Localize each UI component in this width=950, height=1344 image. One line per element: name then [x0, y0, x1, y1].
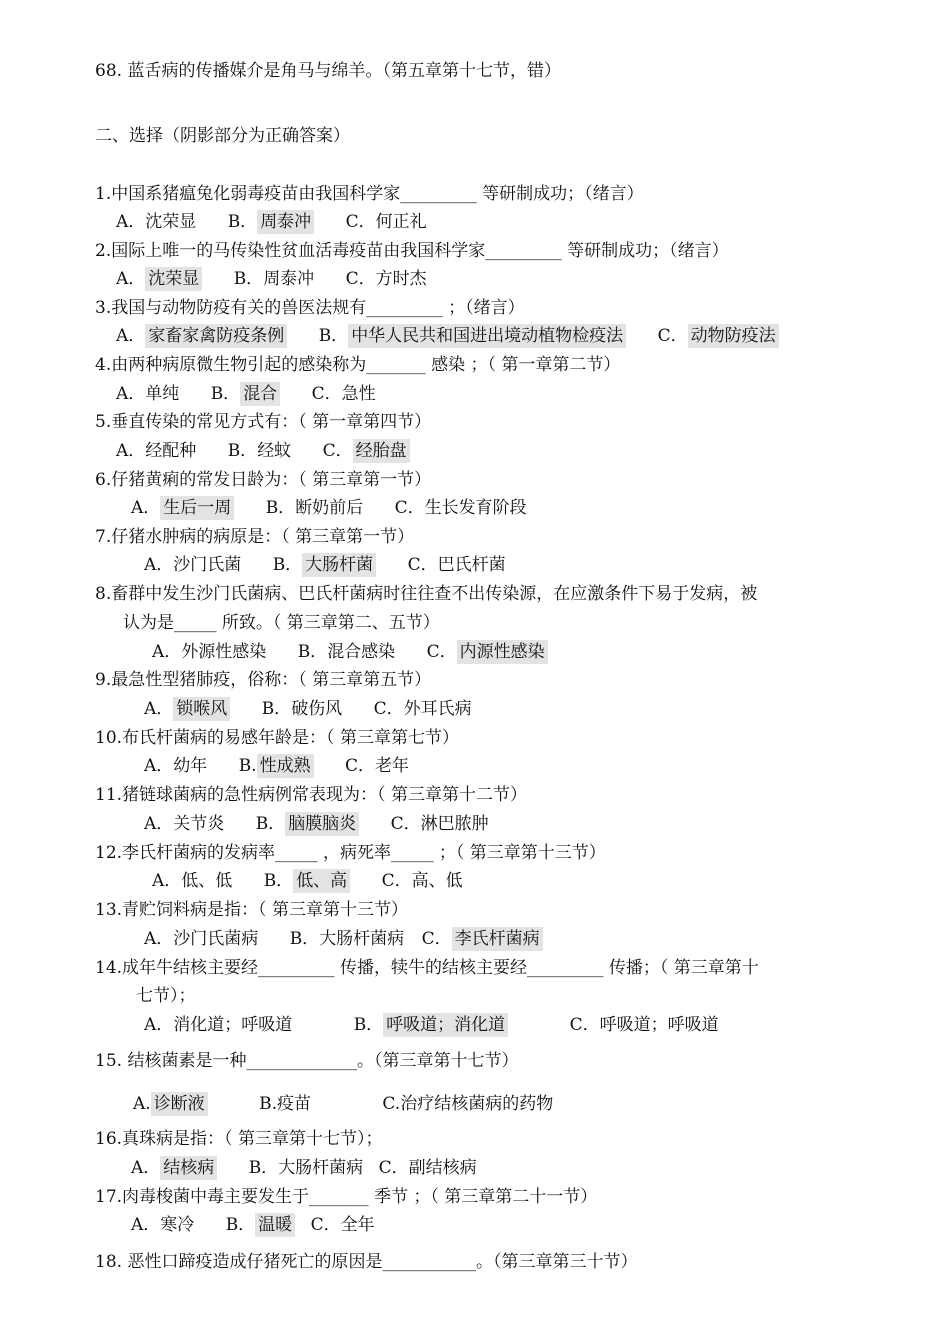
option-text: A．: [131, 1158, 161, 1178]
option-text: C．: [407, 555, 438, 575]
question-7: 7.仔猪水肿病的病原是：（ 第三章第一节）: [95, 527, 415, 547]
option-12c: [382, 871, 463, 891]
option-6c: [395, 498, 527, 518]
option-text: C．: [322, 441, 353, 461]
option-text: B．: [255, 814, 286, 834]
option-5a: [116, 443, 196, 460]
option-6a: [131, 500, 234, 517]
question-12: 12.李氏杆菌病的发病率_____ ，病死率_____ ；（ 第三章第十三节）: [95, 843, 606, 863]
option-13a: [144, 931, 258, 948]
option-7b: [273, 557, 377, 574]
option-5c: [323, 439, 410, 463]
option-1a: [116, 214, 196, 231]
option-10b: [239, 758, 314, 775]
options-10: [144, 758, 409, 775]
option-17c: [311, 1215, 375, 1235]
option-text: 断奶前后: [295, 498, 364, 518]
answer-highlight: 结核病: [160, 1156, 217, 1180]
option-text: 巴氏杆菌: [437, 555, 506, 575]
option-11b: [256, 816, 360, 833]
answer-highlight: 混合: [240, 382, 280, 406]
option-text: B.: [238, 756, 257, 776]
option-2a: [116, 271, 202, 288]
answer-highlight: 李氏杆菌病: [452, 927, 543, 951]
question-14-cont: 七节）；: [136, 986, 196, 1006]
options-6: [131, 500, 527, 517]
option-text: A．: [116, 384, 146, 404]
option-text: B．: [289, 929, 320, 949]
answer-highlight: 锁喉风: [173, 697, 230, 721]
option-text: C．: [345, 756, 376, 776]
option-9b: [262, 701, 343, 718]
option-text: 外源性感染: [181, 642, 267, 662]
option-text: B.: [259, 1094, 277, 1114]
options-8: [152, 644, 548, 661]
option-8c: [427, 640, 548, 664]
options-14: [144, 1017, 719, 1034]
question-3: 3.我国与动物防疫有关的兽医法规有_________ ；（绪言）: [95, 298, 525, 318]
option-text: 呼吸道；呼吸道: [599, 1015, 719, 1035]
answer-highlight: 家畜家禽防疫条例: [145, 324, 287, 348]
question-9: 9.最急性型猪肺疫，俗称：（ 第三章第五节）: [95, 670, 432, 690]
option-text: 沈荣显: [145, 212, 197, 232]
options-2: [116, 271, 427, 288]
option-6b: [266, 500, 364, 517]
option-text: B．: [261, 699, 292, 719]
options-3: [116, 328, 779, 345]
question-18: 18. 恶性口蹄疫造成仔猪死亡的原因是___________。（第三章第三十节）: [95, 1252, 638, 1272]
question-10: 10.布氏杆菌病的易感年龄是：（ 第三章第七节）: [95, 728, 459, 748]
options-7: [144, 557, 506, 574]
option-14c: [570, 1015, 719, 1035]
option-7a: [144, 557, 241, 574]
option-text: B．: [353, 1015, 384, 1035]
option-11a: [144, 816, 224, 833]
options-15: [133, 1096, 553, 1113]
option-5b: [228, 443, 292, 460]
question-11: 11.猪链球菌病的急性病例常表现为：（ 第三章第十二节）: [95, 785, 527, 805]
option-text: C．: [378, 1158, 409, 1178]
option-text: B．: [263, 871, 294, 891]
option-text: 老年: [375, 756, 410, 776]
option-text: 寒冷: [160, 1215, 195, 1235]
option-text: A．: [116, 212, 146, 232]
option-text: 沙门氏菌病: [173, 929, 259, 949]
option-text: 外耳氏病: [403, 699, 472, 719]
option-17b: [226, 1217, 296, 1234]
option-text: B．: [265, 498, 296, 518]
option-text: C．: [373, 699, 404, 719]
option-text: C．: [311, 384, 342, 404]
option-text: A．: [144, 929, 174, 949]
answer-highlight: 周泰冲: [257, 210, 314, 234]
option-text: 何正礼: [375, 212, 427, 232]
option-9c: [374, 699, 472, 719]
option-4a: [116, 386, 179, 403]
question-5: 5.垂直传染的常见方式有：（ 第一章第四节）: [95, 412, 432, 432]
option-text: A.: [133, 1094, 151, 1114]
answer-highlight: 性成熟: [257, 754, 314, 778]
option-text: 幼年: [173, 756, 208, 776]
option-13c: [422, 927, 543, 951]
option-text: B．: [227, 441, 258, 461]
option-text: 副结核病: [408, 1158, 477, 1178]
question-6: 6.仔猪黄痢的常发日龄为：（ 第三章第一节）: [95, 470, 432, 490]
option-7c: [408, 555, 506, 575]
option-3b: [319, 328, 627, 345]
answer-highlight: 沈荣显: [145, 267, 202, 291]
option-text: C．: [390, 814, 421, 834]
option-text: 方时杰: [375, 269, 427, 289]
option-3c: [658, 324, 779, 348]
option-text: 消化道；呼吸道: [173, 1015, 293, 1035]
question-4: 4.由两种病原微生物引起的感染称为_______ 感染 ；（ 第一章第二节）: [95, 355, 621, 375]
options-5: [116, 443, 410, 460]
option-12b: [264, 873, 351, 890]
option-16a: [131, 1160, 217, 1177]
option-2b: [234, 271, 315, 288]
option-text: C．: [310, 1215, 341, 1235]
option-12a: [152, 873, 232, 890]
option-14a: [144, 1017, 292, 1034]
option-text: A．: [152, 871, 182, 891]
question-13: 13.青贮饲料病是指：（ 第三章第十三节）: [95, 900, 408, 920]
option-text: A．: [144, 814, 174, 834]
option-text: 淋巴脓肿: [420, 814, 489, 834]
option-8b: [298, 644, 396, 661]
question-2: 2.国际上唯一的马传染性贫血活毒疫苗由我国科学家_________ 等研制成功；（绪言）: [95, 241, 729, 261]
option-text: C．: [381, 871, 412, 891]
options-17: [131, 1217, 375, 1234]
option-text: B．: [233, 269, 264, 289]
option-text: A．: [144, 1015, 174, 1035]
question-15: 15. 结核菌素是一种_____________。（第三章第十七节）: [95, 1051, 519, 1071]
option-text: 经配种: [145, 441, 197, 461]
option-3a: [116, 328, 287, 345]
question-14: 14.成年牛结核主要经_________ 传播，犊牛的结核主要经_________ 传播；（ 第三章第十: [95, 958, 759, 978]
options-11: [144, 816, 489, 833]
answer-highlight: 诊断液: [151, 1092, 208, 1116]
question-17: 17.肉毒梭菌中毒主要发生于_______ 季节 ；（ 第三章第二十一节）: [95, 1187, 598, 1207]
option-text: 急性: [341, 384, 376, 404]
option-text: A．: [131, 498, 161, 518]
options-13: [144, 931, 543, 948]
option-text: C．: [394, 498, 425, 518]
option-text: C.: [382, 1094, 401, 1114]
option-text: C．: [345, 269, 376, 289]
option-8a: [152, 644, 266, 661]
option-text: 全年: [340, 1215, 375, 1235]
option-text: C．: [345, 212, 376, 232]
option-10a: [144, 758, 207, 775]
option-text: A．: [116, 326, 146, 346]
answer-highlight: 中华人民共和国进出境动植物检疫法: [348, 324, 626, 348]
option-text: B．: [210, 384, 241, 404]
option-1c: [346, 212, 427, 232]
option-11c: [391, 814, 489, 834]
options-4: [116, 386, 376, 403]
option-text: A．: [131, 1215, 161, 1235]
answer-highlight: 低、高: [293, 869, 350, 893]
option-text: A．: [152, 642, 182, 662]
answer-highlight: 呼吸道；消化道: [383, 1013, 508, 1037]
option-13b: [290, 931, 405, 948]
answer-highlight: 内源性感染: [457, 640, 548, 664]
option-text: B．: [248, 1158, 279, 1178]
question-16: 16.真珠病是指：（ 第三章第十七节）；: [95, 1129, 383, 1149]
option-text: 破伤风: [291, 699, 343, 719]
option-text: 大肠杆菌病: [319, 929, 405, 949]
option-text: 经蚊: [257, 441, 292, 461]
statement-68: 68. 蓝舌病的传播媒介是角马与绵羊。（第五章第十七节，错）: [95, 61, 561, 81]
option-16c: [379, 1158, 477, 1178]
option-4b: [211, 386, 281, 403]
option-16b: [249, 1160, 364, 1177]
options-12: [152, 873, 463, 890]
option-text: C．: [426, 642, 457, 662]
option-text: 高、低: [411, 871, 463, 891]
option-4c: [312, 384, 376, 404]
option-text: 大肠杆菌病: [278, 1158, 364, 1178]
option-text: C．: [657, 326, 688, 346]
option-text: B．: [227, 212, 258, 232]
option-text: 周泰冲: [263, 269, 315, 289]
answer-highlight: 经胎盘: [353, 439, 410, 463]
option-text: 疫苗: [277, 1094, 311, 1114]
option-text: B．: [297, 642, 328, 662]
answer-highlight: 脑膜脑炎: [285, 812, 359, 836]
option-14b: [354, 1017, 509, 1034]
question-1: 1.中国系猪瘟兔化弱毒疫苗由我国科学家_________ 等研制成功；（绪言）: [95, 184, 644, 204]
option-text: 生长发育阶段: [424, 498, 527, 518]
option-2c: [346, 269, 427, 289]
option-text: 低、低: [181, 871, 233, 891]
option-text: C．: [421, 929, 452, 949]
option-15b: [259, 1096, 311, 1113]
option-text: A．: [144, 756, 174, 776]
option-10c: [345, 756, 409, 776]
question-8-cont: 认为是_____ 所致。（ 第三章第二、五节）: [123, 613, 440, 633]
answer-highlight: 动物防疫法: [688, 324, 779, 348]
option-text: A．: [116, 269, 146, 289]
options-1: [116, 214, 427, 231]
question-8: 8.畜群中发生沙门氏菌病、巴氏杆菌病时往往查不出传染源，在应激条件下易于发病，被: [95, 584, 758, 604]
option-text: B．: [318, 326, 349, 346]
option-text: A．: [144, 699, 174, 719]
option-text: 治疗结核菌病的药物: [400, 1094, 554, 1114]
option-text: 沙门氏菌: [173, 555, 242, 575]
option-15c: [382, 1094, 553, 1114]
option-text: B．: [272, 555, 303, 575]
option-text: 单纯: [145, 384, 180, 404]
option-1b: [228, 214, 315, 231]
option-text: A．: [144, 555, 174, 575]
option-15a: [133, 1096, 208, 1113]
answer-highlight: 大肠杆菌: [302, 553, 376, 577]
option-text: 关节炎: [173, 814, 225, 834]
answer-highlight: 温暖: [255, 1213, 295, 1237]
option-text: B．: [225, 1215, 256, 1235]
option-text: 混合感染: [327, 642, 396, 662]
answer-highlight: 生后一周: [160, 496, 234, 520]
option-9a: [144, 701, 230, 718]
section-title: 二、选择（阴影部分为正确答案）: [95, 126, 350, 146]
option-text: C．: [569, 1015, 600, 1035]
option-text: A．: [116, 441, 146, 461]
options-16: [131, 1160, 477, 1177]
option-17a: [131, 1217, 194, 1234]
options-9: [144, 701, 472, 718]
